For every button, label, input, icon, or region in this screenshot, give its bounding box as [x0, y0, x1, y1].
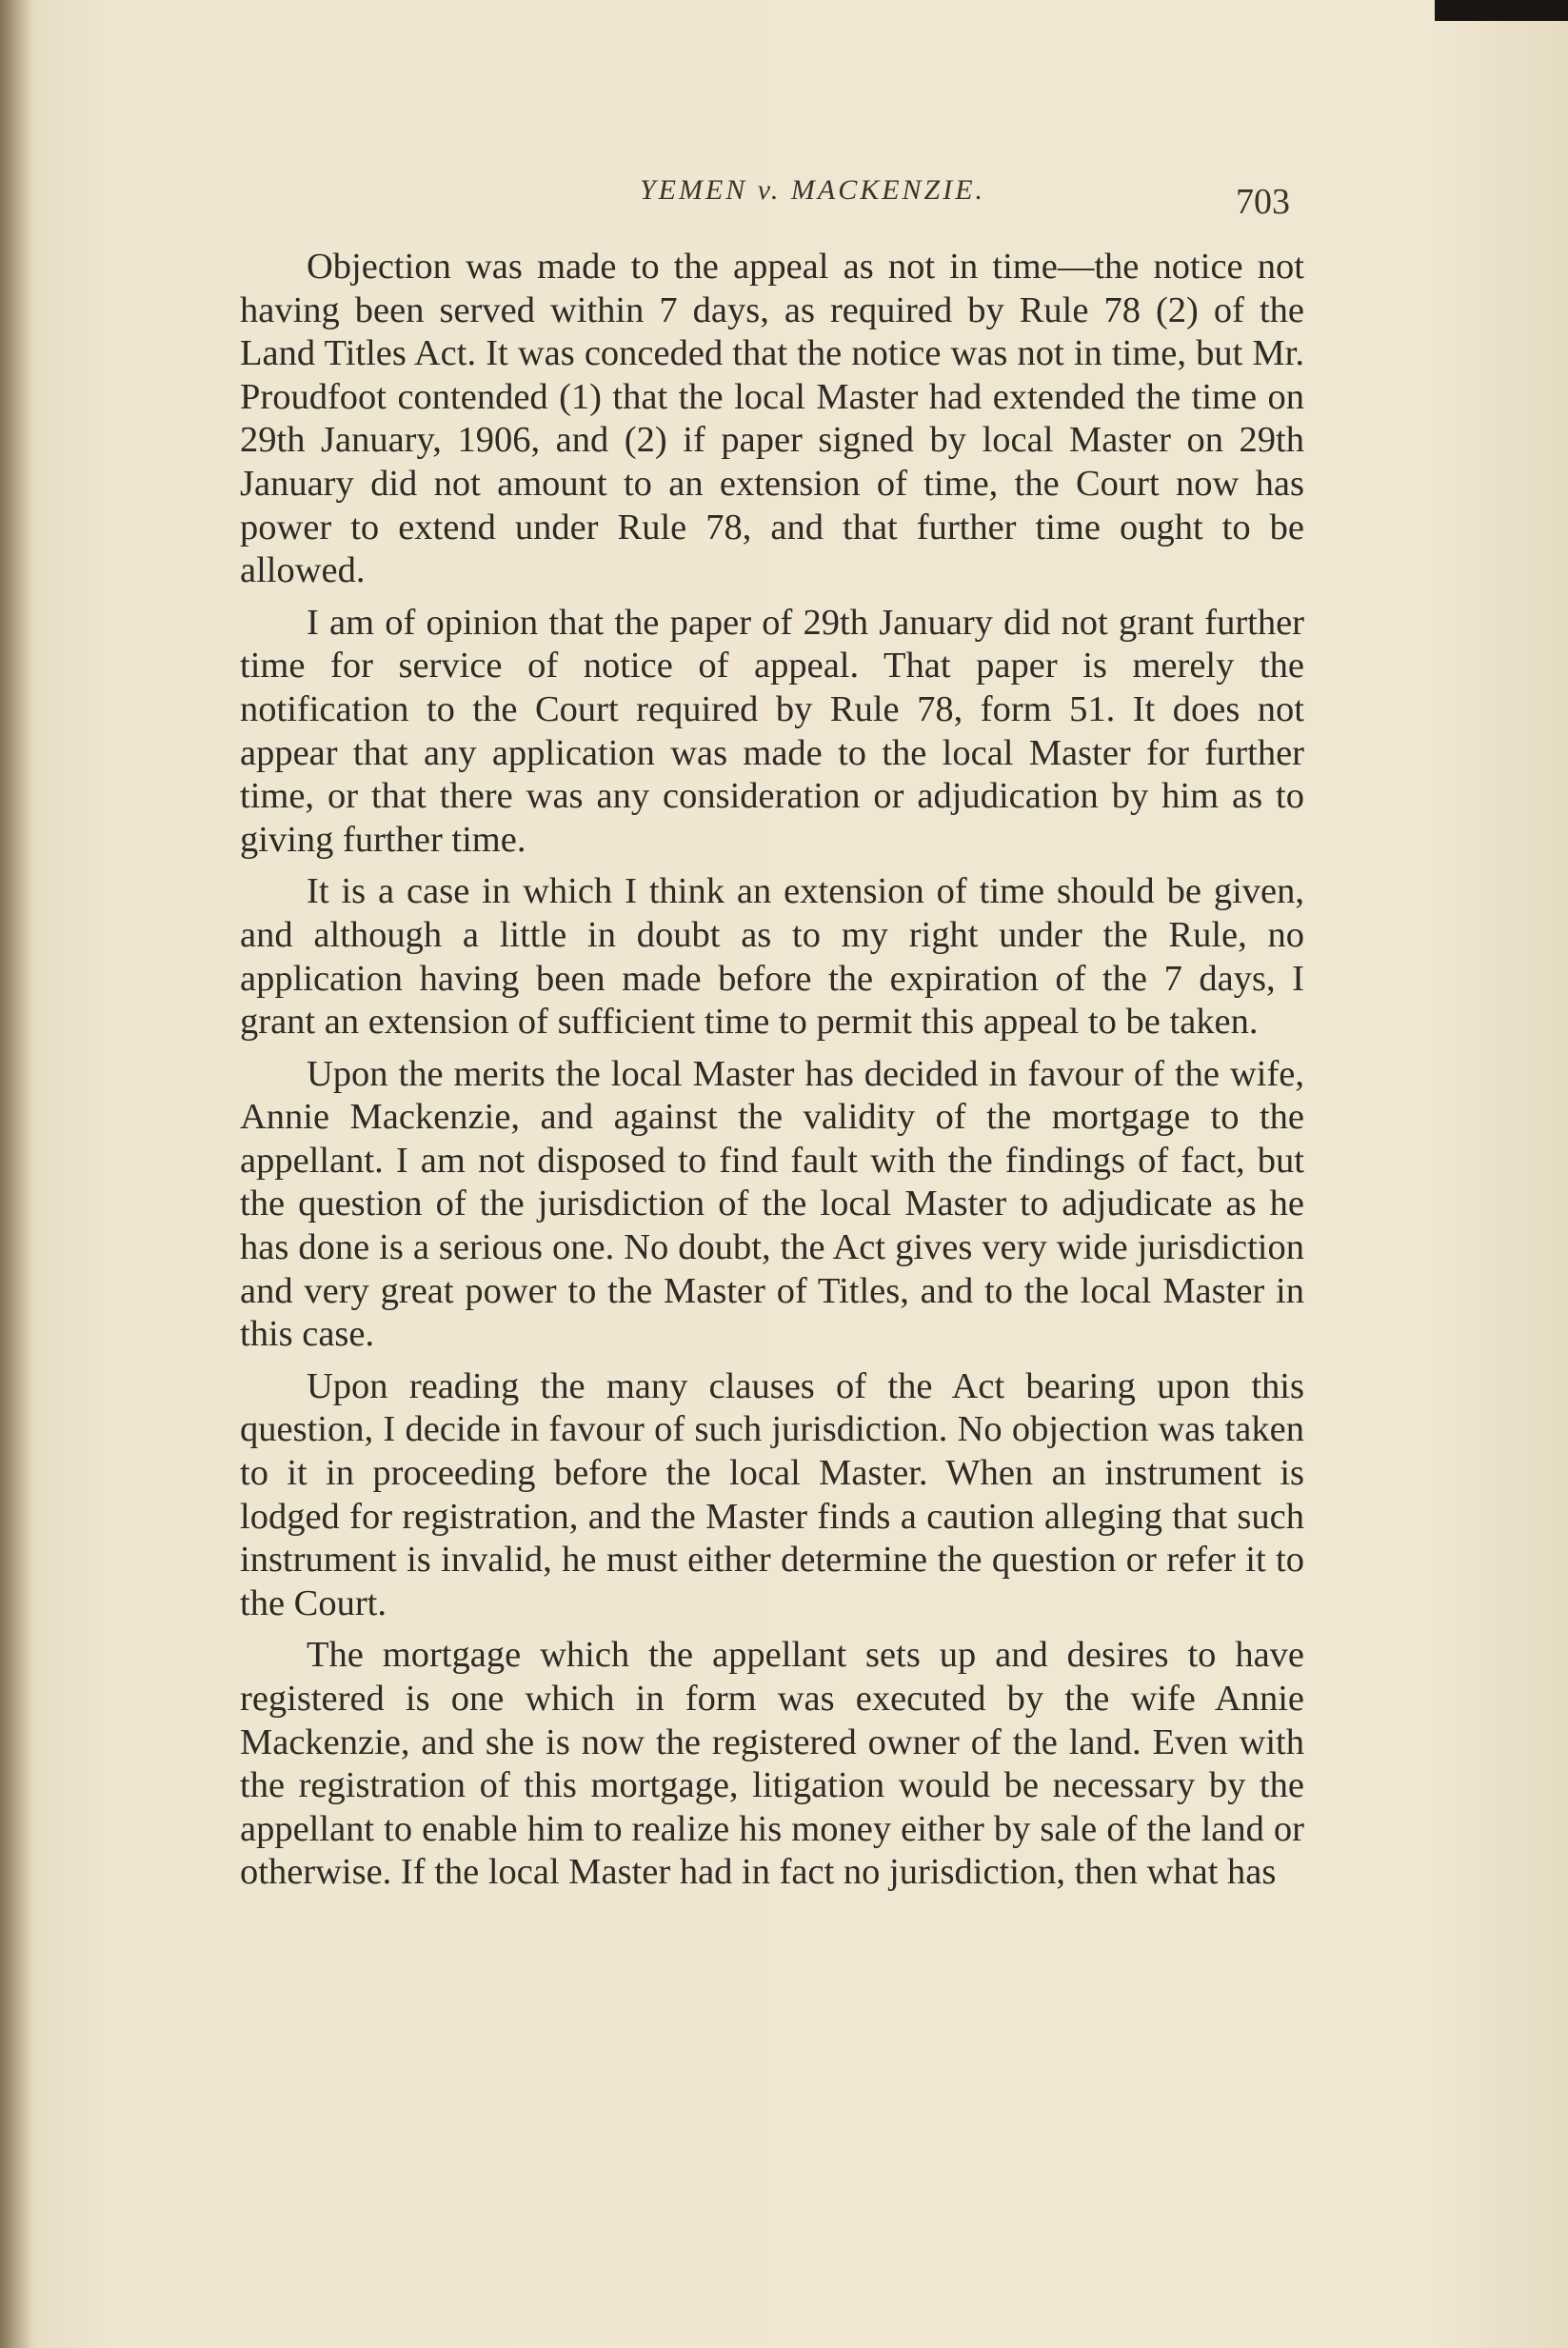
paragraph: The mortgage which the appellant sets up and desires to have registered is one which in form was executed by the wife Annie Mackenzie, and she is now the registered owner of the land. Even with the registration of this mortgage, litigation would be necessary by the appellant to enable him to realize his money either by sale of the land or otherwise. If the local Master had in fact no jurisdiction, then what has [240, 1635, 1304, 1893]
paragraph: It is a case in which I think an extension of time should be given, and although a little in doubt as to my right under the Rule, no application having been made before the expiration of the 7 days, I grant an extension of sufficient time to permit this appeal to be taken. [240, 871, 1304, 1043]
paragraph: I am of opinion that the paper of 29th January did not grant further time for service of notice of appeal. That paper is merely the notification to the Court required by Rule 78, form 51. It does not appear that any application was made to the local Master for further time, or that there was any consideration or adjudication by him as to giving further time. [240, 602, 1304, 860]
body-text [240, 246, 1304, 1903]
paragraph: Upon the merits the local Master has decided in favour of the wife, Annie Mackenzie, and against the validity of the mortgage to the appellant. I am not disposed to find fault with the findings of fact, but the question of the jurisdiction of the local Master to adjudicate as he has done is a serious one. No doubt, the Act gives very wide jurisdiction and very great power to the Master of Titles, and to the local Master in this case. [240, 1053, 1304, 1355]
book-spine-shadow [0, 0, 32, 2348]
page-header [0, 0, 1568, 229]
paragraph: Upon reading the many clauses of the Act bearing upon this question, I decide in favour of such jurisdiction. No objection was taken to it in proceeding before the local Master. When an instrument is lodged for registration, and the Master finds a caution alleging that such instrument is invalid, he must either determine the question or refer it to the Court. [240, 1365, 1304, 1623]
page-number: 703 [1236, 182, 1290, 222]
running-title: YEMEN v. MACKENZIE. [639, 174, 986, 206]
paragraph: Objection was made to the appeal as not in time—the notice not having been served within 7 days, as required by Rule 78 (2) of the Land Titles Act. It was conceded that the notice was not in time, but Mr. Proudfoot contended (1) that the local Master had extended the time on 29th January, 1906, and (2) if paper signed by local Master on 29th January did not amount to an extension of time, the Court now has power to extend under Rule 78, and that further time ought to be allowed. [240, 247, 1304, 591]
